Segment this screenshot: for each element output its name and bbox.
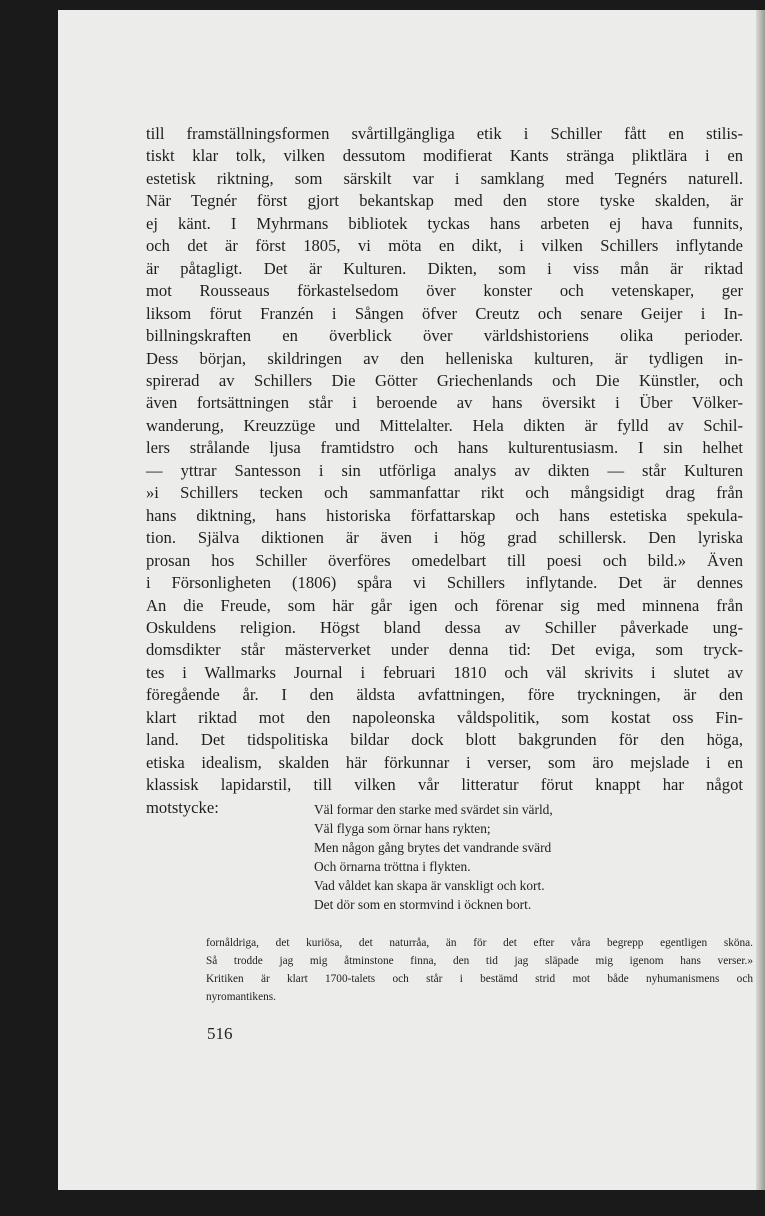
text-line: domsdikter står mästerverket under denna tid: Det eviga, som tryck- [146, 640, 743, 660]
text-line: spirerad av Schillers Die Götter Griechenlands och Die Künstler, och [146, 370, 743, 390]
poem-line: Väl flyga som örnar hans rykten; [314, 821, 491, 836]
text-line: etiska idealism, skalden här förkunnar i verser, som äro mejslade i en [146, 752, 743, 772]
text-line: wanderung, Kreuzzüge und Mittelalter. Hela dikten är fylld av Schil- [146, 415, 743, 435]
text-line: När Tegnér först gjort bekantskap med den store tyske skalden, är [146, 191, 743, 211]
text-line: land. Det tidspolitiska bildar dock blott bakgrunden för den höga, [146, 730, 743, 750]
footnote-line: Så trodde jag mig åtminstone finna, den tid jag släpade mig igenom hans verser.» [206, 955, 753, 967]
text-line: — yttrar Santesson i sin utförliga analys av dikten — står Kulturen [146, 460, 743, 480]
text-line: till framställningsformen svårtillgängliga etik i Schiller fått en stilis- [146, 124, 743, 143]
text-line: föregående år. I den äldsta avfattningen, före tryckningen, är den [146, 685, 743, 705]
footnote-line: fornåldriga, det kuriösa, det naturråa, än för det efter våra begrepp egentligen sköna. [206, 937, 753, 949]
text-line: lers strålande ljusa framtidstro och hans kulturentusiasm. I sin helhet [146, 438, 743, 458]
text-line: billningskraften en överblick över världshistoriens olika perioder. [146, 326, 743, 346]
poem-line: Men någon gång brytes det vandrande svärd [314, 840, 552, 855]
text-line: tes i Wallmarks Journal i februari 1810 och väl skrivits i slutet av [146, 662, 743, 682]
footnote-line: nyromantikens. [206, 991, 276, 1003]
text-line: ej känt. I Myhrmans bibliotek tyckas hans arbeten ej hava funnits, [146, 213, 743, 233]
text-line: An die Freude, som här går igen och förenar sig med minnena från [146, 595, 743, 615]
text-line: motstycke: [146, 797, 219, 817]
text-line: tiskt klar tolk, vilken dessutom modifierat Kants stränga pliktlära i en [146, 146, 743, 166]
body-text [146, 123, 743, 819]
page-number: 516 [207, 1024, 233, 1043]
text-line: hans diktning, hans historiska författarskap och hans estetiska spekula- [146, 505, 743, 525]
text-line: Dess början, skildringen av den helleniska kulturen, är tydligen in- [146, 348, 743, 368]
text-line: i Försonligheten (1806) spåra vi Schillers inflytande. Det är dennes [146, 573, 743, 593]
poem-line: Och örnarna tröttna i flykten. [314, 859, 471, 874]
text-line: estetisk riktning, som särskilt var i samklang med Tegnérs naturell. [146, 168, 743, 188]
text-line: mot Rousseaus förkastelsedom över konster och vetenskaper, ger [146, 281, 743, 301]
text-line: och det är först 1805, vi möta en dikt, i vilken Schillers inflytande [146, 236, 743, 256]
text-line: klassisk lapidarstil, till vilken vår litteratur förut knappt har något [146, 775, 743, 795]
text-line: Oskuldens religion. Högst bland dessa av Schiller påverkade ung- [146, 617, 743, 637]
text-line: liksom förut Franzén i Sången öfver Creutz och senare Geijer i In- [146, 303, 743, 323]
footnote-line: Kritiken är klart 1700-talets och står i bestämd strid mot både nyhumanismens och [206, 973, 753, 985]
text-line: klart riktad mot den napoleonska våldspolitik, som kostat oss Fin- [146, 707, 743, 727]
poem-quote [314, 800, 553, 914]
poem-line: Det dör som en stormvind i öcknen bort. [314, 897, 532, 912]
text-line: är påtagligt. Det är Kulturen. Dikten, som i viss mån är riktad [146, 258, 743, 278]
text-line: tion. Själva diktionen är även i hög grad schillersk. Den lyriska [146, 528, 743, 548]
page-edge [756, 10, 765, 1190]
poem-line: Vad våldet kan skapa är vanskligt och kort. [314, 878, 545, 893]
text-line: prosan hos Schiller överföres omedelbart till poesi och bild.» Även [146, 550, 743, 570]
text-line: även fortsättningen står i beroende av hans översikt i Über Völker- [146, 393, 743, 413]
text-line: »i Schillers tecken och sammanfattar rikt och mångsidigt drag från [146, 483, 743, 503]
poem-line: Väl formar den starke med svärdet sin värld, [314, 802, 553, 817]
footnote [206, 934, 753, 1006]
